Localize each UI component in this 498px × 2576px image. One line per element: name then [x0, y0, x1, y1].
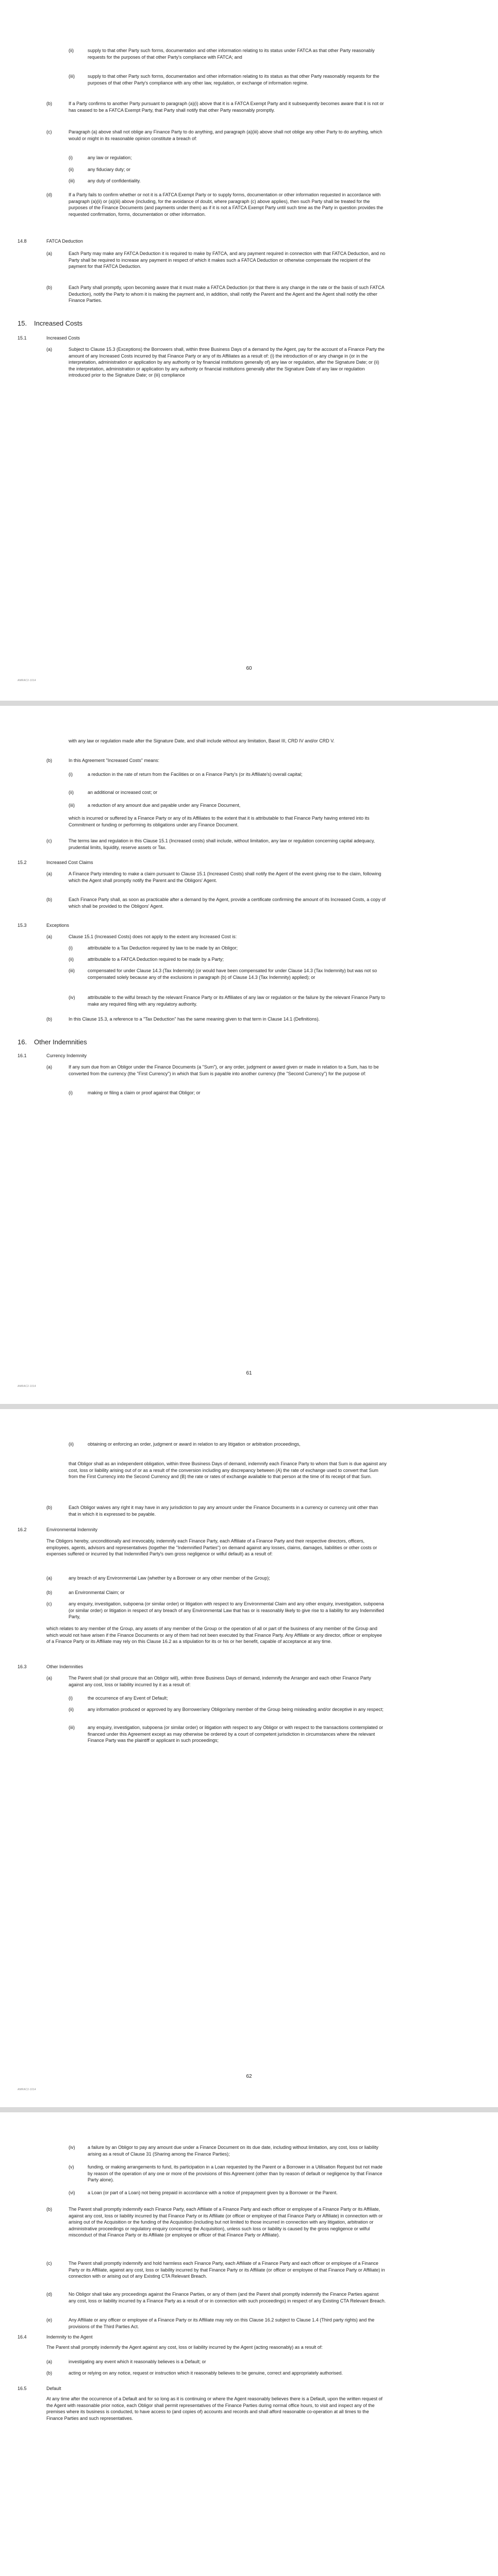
paragraph: (ii) [69, 957, 74, 962]
paragraph: The Parent shall (or shall procure that an Obligor will), within three Business Days of demand, indemnify the Arranger and each other Finance Party against any cost, loss or liability incurred by it as a result of: [69, 1675, 371, 1687]
paragraph: any duty of confidentiality. [88, 178, 141, 183]
chapter-heading: 16. [18, 1038, 27, 1046]
paragraph: (b) [46, 1590, 52, 1595]
section-heading: 16.1 [18, 1053, 27, 1058]
paragraph: Each Finance Party shall, as soon as practicable after a demand by the Agent, provide a certificate confirming the amount of its Increased Costs, a copy of which shall be provided to the Obligors' Agent. [69, 897, 386, 909]
paragraph: A Finance Party intending to make a claim pursuant to Clause 15.1 (Increased Costs) shall notify the Agent of the event giving rise to the claim, following which the Agent shall promptly notify the Parent and the Obligors' Agent. [69, 871, 381, 883]
paragraph: (d) [46, 192, 52, 197]
paragraph: No Obligor shall take any proceedings against the Finance Parties, or any of them (and the Parent shall promptly indemnify the Finance Parties against any cost, loss or liability incurred by a Finance Party as a result of or in connection with such proceedings) in respect of any Existing CTA Relevant Breach. [69, 2292, 386, 2303]
paragraph: a failure by an Obligor to pay any amount due under a Finance Document on its due date, including without limitation, any cost, loss or liability arising as a result of Clause 31 (Sharing among the Finance Parties); [88, 2145, 378, 2157]
paragraph: (iv) [69, 995, 75, 1000]
paragraph: (ii) [69, 790, 74, 795]
section-heading: 15.3 [18, 923, 27, 928]
paragraph: the occurrence of any Event of Default; [88, 1696, 168, 1701]
paragraph: (b) [46, 2207, 52, 2212]
paragraph: (i) [69, 1090, 73, 1095]
page-number: 60 [246, 666, 252, 671]
paragraph: (d) [46, 2292, 52, 2297]
paragraph: (iii) [69, 1725, 75, 1730]
paragraph: Clause 15.1 (Increased Costs) does not apply to the extent any Increased Cost is: [69, 934, 237, 939]
paragraph: Any Affiliate or any officer or employee of a Finance Party or its Affiliate may rely on this Clause 16.2 subject to Clause 1.4 (Third party rights) and the provisions of the Third Parties Act. [69, 2317, 375, 2329]
paragraph: (b) [46, 1016, 52, 1022]
section-heading: 14.8 [18, 239, 27, 244]
footer-code: AMRAC2-1014 [18, 2088, 36, 2091]
paragraph: (c) [46, 838, 52, 843]
paragraph: a Loan (or part of a Loan) not being prepaid in accordance with a notice of prepayment given by a Borrower or the Parent. [88, 2190, 338, 2195]
paragraph: (ii) [69, 167, 74, 172]
paragraph: (b) [46, 1505, 52, 1510]
paragraph: an additional or increased cost; or [88, 790, 158, 795]
paragraph: that Obligor shall as an independent obligation, within three Business Days of demand, indemnify each Finance Party to whom that Sum is due against any cost, loss or liability arising out of or as a result of the conversion including any discrepancy between (A) the rate of exchange used to convert that Sum from the First Currency into the Second Currency and (B) the rate or rates of exchange available to that person at the time of its receipt of that Sum. [69, 1461, 387, 1479]
chapter-heading: Other Indemnities [34, 1038, 87, 1046]
section-heading: Increased Cost Claims [46, 860, 93, 865]
paragraph: (c) [46, 2261, 52, 2266]
paragraph: (a) [46, 871, 52, 876]
paragraph: (b) [46, 897, 52, 902]
paragraph: supply to that other Party such forms, documentation and other information relating to its status under FATCA as that other Party reasonably requests for the purposes of that other Party's compliance with FATCA; and [88, 48, 375, 60]
paragraph: The Obligors hereby, unconditionally and irrevocably, indemnify each Finance Party, each Affiliate of a Finance Party and their respective directors, officers, employees, agents, advisors and representatives (together the "Indemnified Parties") on demand against any losses, claims, damages, liabilities or other costs or expenses suffered or incurred by that Indemnified Party's own gross negligence or wilful default) as a result of: [46, 1538, 377, 1556]
paragraph: (a) [46, 347, 52, 352]
paragraph: funding, or making arrangements to fund, its participation in a Loan requested by the Parent or a Borrower in a Utilisation Request but not made by reason of the operation of any one or more of the provisions of this Agreement (other than by reason of default or negligence by that Finance Party alone). [88, 2164, 383, 2182]
paragraph: The terms law and regulation in this Clause 15.1 (Increased costs) shall include, without limitation, any law or regulation concerning capital adequacy, prudential limits, liquidity, reserve assets or Tax. [69, 838, 375, 850]
paragraph: (a) [46, 251, 52, 256]
paragraph: investigating any event which it reasonably believes is a Default; or [69, 2359, 206, 2364]
paragraph: Each Party may make any FATCA Deduction it is required to make by FATCA, and any payment required in connection with that FATCA Deduction, and no Party shall be required to increase any payment in respect of which it makes such a FATCA Deduction or otherwise compensate the recipient of the payment for that FATCA Deduction. [69, 251, 386, 269]
paragraph: If any sum due from an Obligor under the Finance Documents (a "Sum"), or any order, judgment or award given or made in relation to a Sum, has to be converted from the currency (the "First Currency") in which that Sum is payable into another currency (the "Second Currency") for the purpose of: [69, 1064, 379, 1076]
paragraph: attributable to the wilful breach by the relevant Finance Party or its Affiliates of any law or regulation or the failure by the relevant Finance Party to make any required filing with any regulatory authority. [88, 995, 386, 1007]
paragraph: attributable to a FATCA Deduction required to be made by a Party; [88, 957, 224, 962]
chapter-heading: Increased Costs [34, 319, 82, 327]
paragraph: (v) [69, 2164, 74, 2170]
paragraph: (i) [69, 772, 73, 777]
paragraph: supply to that other Party such forms, documentation and other information relating to its status as that other Party reasonably requests for the purposes of that other Party's compliance with any other law, regulation, or exchange of information regime. [88, 74, 379, 86]
paragraph: (b) [46, 101, 52, 106]
paragraph: any information produced or approved by any Borrower/any Obligor/any member of the Group being misleading and/or deceptive in any respect; [88, 1707, 384, 1712]
paragraph: (iii) [69, 968, 75, 973]
paragraph: If a Party confirms to another Party pursuant to paragraph (a)(i) above that it is a FATCA Exempt Party and it subsequently becomes aware that it is not or has ceased to be a FATCA Exempt Party, that Party shall notify that other Party reasonably promptly. [69, 101, 384, 113]
paragraph: compensated for under Clause 14.3 (Tax Indemnity) (or would have been compensated for under Clause 14.3 (Tax Indemnity) but was not so compensated solely because any of the exclusions in paragraph (b) of Clause 14.3 (Tax Indemnity) applied); or [88, 968, 377, 980]
section-heading: 16.2 [18, 1527, 27, 1532]
paragraph: (a) [46, 1064, 52, 1070]
paragraph: In this Agreement "Increased Costs" means: [69, 758, 159, 763]
document-page [0, 706, 498, 1404]
paragraph: an Environmental Claim; or [69, 1590, 125, 1595]
page-number: 62 [246, 2074, 252, 2079]
chapter-heading: 15. [18, 319, 27, 327]
document-page [0, 1409, 498, 2107]
paragraph: making or filing a claim or proof against that Obligor; or [88, 1090, 201, 1095]
paragraph: which relates to any member of the Group, any assets of any member of the Group or the operation of all or part of the business of any member of the Group and which would not have arisen if the Finance Documents or any of them had not been executed by that Finance Party. Any Affiliate or any director, officer or employee of a Finance Party or its Affiliate may rely on this Clause 16.2 as a stipulation for its or his or her benefit, capable of acceptance at any time. [46, 1626, 382, 1644]
paragraph: (iv) [69, 2145, 75, 2150]
paragraph: a reduction of any amount due and payable under any Finance Document, [88, 803, 241, 808]
paragraph: Each Obligor waives any right it may have in any jurisdiction to pay any amount under the Finance Documents in a currency or currency unit other than that in which it is expressed to be payable. [69, 1505, 378, 1517]
paragraph: The Parent shall promptly indemnify each Finance Party, each Affiliate of a Finance Party and each officer or employee of a Finance Party or its Affiliate, against any cost, loss or liability incurred by that Finance Party or its Affiliate (or officer or employee of that Finance Party or Affiliate) in connection with or arising out of the Acquisition or the funding of the Acquisition (including but not limited to those incurred in connection with any litigation, arbitration or administrative proceedings or regulatory enquiry concerning the Acquisition), unless such loss or liability is caused by the gross negligence or wilful misconduct of that Finance Party or its Affiliate (or employee or officer of that Finance Party or Affiliate). [69, 2207, 383, 2238]
paragraph: which is incurred or suffered by a Finance Party or any of its Affiliates to the extent that it is attributable to that Finance Party having entered into its Commitment or funding or performing its obligations under any Finance Document. [69, 816, 370, 827]
paragraph: Paragraph (a) above shall not oblige any Finance Party to do anything, and paragraph (a)(iii) above shall not oblige any other Party to do anything, which would or might in its reasonable opinion constitute a breach of: [69, 129, 383, 141]
paragraph: (c) [46, 1601, 52, 1606]
paragraph: (ii) [69, 1707, 74, 1712]
page-number: 61 [246, 1370, 252, 1376]
section-heading: Exceptions [46, 923, 70, 928]
section-heading: 16.5 [18, 2386, 27, 2391]
paragraph: any law or regulation; [88, 155, 132, 160]
paragraph: (b) [46, 285, 52, 290]
document-page [0, 0, 498, 701]
paragraph: any enquiry, investigation, subpoena (or similar order) or litigation with respect to any Obligor or with respect to the transactions contemplated or financed under this Agreement except as may otherwise be ordered by a court of competent jurisdiction in circumstances where the relevant Finance Party was the plaintiff or applicant in such proceedings; [88, 1725, 384, 1743]
paragraph: (iii) [69, 803, 75, 808]
paragraph: attributable to a Tax Deduction required by law to be made by an Obligor; [88, 945, 238, 951]
paragraph: any fiduciary duty; or [88, 167, 131, 172]
paragraph: (i) [69, 155, 73, 160]
paragraph: (ii) [69, 48, 74, 53]
paragraph: (ii) [69, 1442, 74, 1447]
paragraph: (a) [46, 2359, 52, 2364]
section-heading: 15.1 [18, 335, 27, 341]
section-heading: 16.3 [18, 1664, 27, 1669]
paragraph: In this Clause 15.3, a reference to a "Tax Deduction" has the same meaning given to that term in Clause 14.1 (Definitions). [69, 1016, 320, 1022]
paragraph: (a) [46, 1675, 52, 1681]
paragraph: The Parent shall promptly indemnify the Agent against any cost, loss or liability incurred by the Agent (acting reasonably) as a result of: [46, 2345, 323, 2350]
paragraph: any enquiry, investigation, subpoena (or similar order) or litigation with respect to any Environmental Claim and any other enquiry, investigation, subpoena (or similar order) or litigation in respect of any breach of any Environmental Law that has or is reasonably likely to give rise to a liability for any Indemnified Party, [69, 1601, 384, 1619]
section-heading: 16.4 [18, 2334, 27, 2340]
section-heading: Default [46, 2386, 61, 2391]
paragraph: Each Party shall promptly, upon becoming aware that it must make a FATCA Deduction (or that there is any change in the rate or the basis of such FATCA Deduction), notify the Party to whom it is making the payment and, in addition, shall notify the Parent and the Agent and the Agent shall notify the other Finance Parties. [69, 285, 385, 303]
paragraph: a reduction in the rate of return from the Facilities or on a Finance Party's (or its Affiliate's) overall capital; [88, 772, 303, 777]
section-heading: Environmental Indemnity [46, 1527, 98, 1532]
section-heading: FATCA Deduction [46, 239, 83, 244]
paragraph: If a Party fails to confirm whether or not it is a FATCA Exempt Party or to supply forms, documentation or other information requested in accordance with paragraph (a)(ii) or (a)(iii) above (including, for the avoidance of doubt, where paragraph (c) above applies), then such Party shall be treated for the purposes of the Finance Documents (and payments under them) as if it is not a FATCA Exempt Party until such time as the Party in question provides the requested confirmation, forms, documentation or other information. [69, 192, 384, 217]
footer-code: AMRAC2-1014 [18, 1385, 36, 1388]
document-page [0, 2112, 498, 2576]
paragraph: The Parent shall promptly indemnify and hold harmless each Finance Party, each Affiliate of a Finance Party and each officer or employee of a Finance Party or its Affiliate, against any cost, loss or liability incurred by that Finance Party or its Affiliate (or officer or employee of that Finance Party or Affiliate) in connection with or arising out of any Existing CTA Relevant Breach. [69, 2261, 385, 2279]
paragraph: (a) [46, 934, 52, 939]
section-heading: Other Indemnities [46, 1664, 84, 1669]
footer-code: AMRAC2-1014 [18, 679, 36, 682]
paragraph: (c) [46, 129, 52, 134]
paragraph: (iii) [69, 74, 75, 79]
paragraph: (b) [46, 758, 52, 763]
section-heading: Indemnity to the Agent [46, 2334, 93, 2340]
paragraph: acting or relying on any notice, request or instruction which it reasonably believes to be genuine, correct and appropriately authorised. [69, 2370, 343, 2376]
paragraph: (i) [69, 945, 73, 951]
paragraph: with any law or regulation made after the Signature Date, and shall include without any limitation, Basel III, CRD IV and/or CRD V. [69, 738, 335, 743]
section-heading: 15.2 [18, 860, 27, 865]
section-heading: Increased Costs [46, 335, 80, 341]
paragraph: obtaining or enforcing an order, judgment or award in relation to any litigation or arbitration proceedings, [88, 1442, 301, 1447]
paragraph: any breach of any Environmental Law (whether by a Borrower or any other member of the Group); [69, 1575, 270, 1581]
paragraph: (b) [46, 2370, 52, 2376]
section-heading: Currency Indemnity [46, 1053, 87, 1058]
paragraph: (iii) [69, 178, 75, 183]
paragraph: (e) [46, 2317, 52, 2323]
paragraph: At any time after the occurrence of a Default and for so long as it is continuing or where the Agent reasonably believes there is a Default, upon the written request of the Agent with reasonable prior notice, each Obligor shall permit representatives of the Finance Parties during normal office hours, to visit and inspect any of the premises where its business is conducted, to have access to (and copies of) accounts and records and shall afford reasonable co-operation at all times to the Finance Parties and such representatives. [46, 2396, 383, 2421]
paragraph: (i) [69, 1696, 73, 1701]
paragraph: (vi) [69, 2190, 75, 2195]
paragraph: (a) [46, 1575, 52, 1581]
paragraph: Subject to Clause 15.3 (Exceptions) the Borrowers shall, within three Business Days of a demand by the Agent, pay for the account of a Finance Party the amount of any Increased Costs incurred by that Finance Party or any of its Affiliates as a result of: (i) the introduction of or any change in (or in the interpretation, administration or application by any authority or by financial institutions generally of) any law or regulation, after the Signature Date; or (ii) the interpretation, administration or application by any authority or financial institutions generally after the Signature Date of any law or regulation introduced prior to the Signature Date; or (iii) compliance [69, 347, 385, 378]
